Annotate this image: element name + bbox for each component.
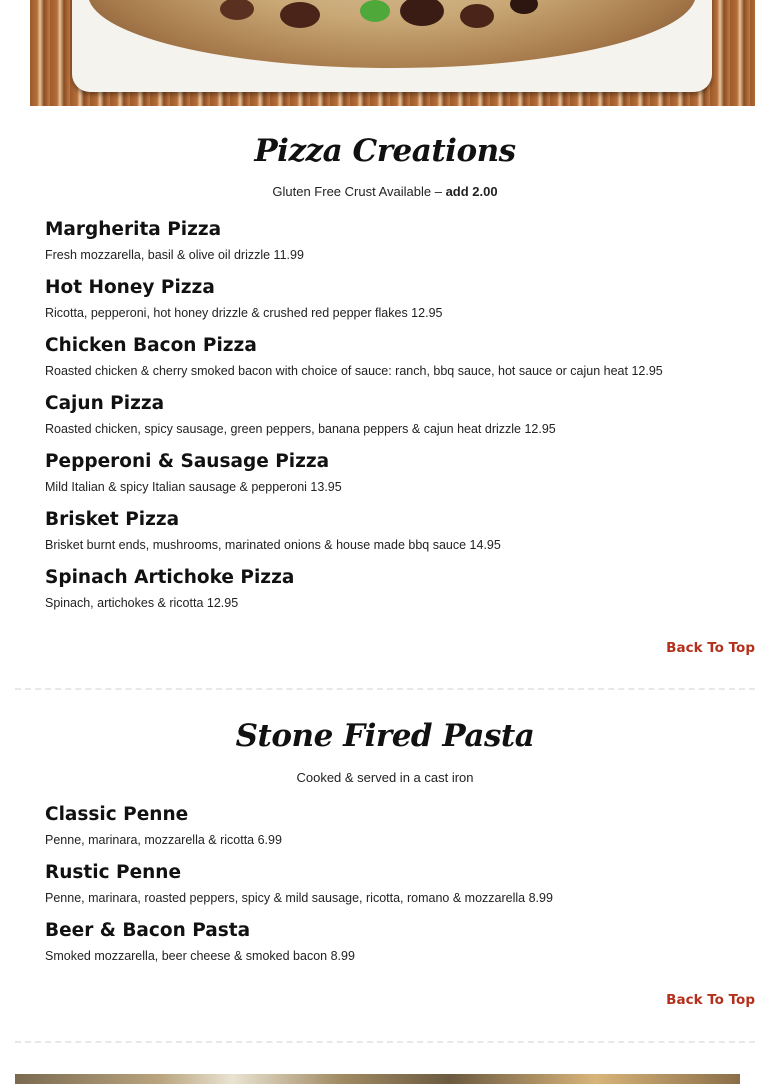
pizza-hero-photo xyxy=(30,0,755,106)
menu-item-name: Beer & Bacon Pasta xyxy=(45,920,251,941)
menu-item-desc: Penne, marinara, roasted peppers, spicy & mild sausage, ricotta, romano & mozzarella 8.99 xyxy=(45,891,553,905)
section-subtitle-pasta: Cooked & served in a cast iron xyxy=(296,770,474,785)
section-divider xyxy=(15,688,755,690)
menu-item-name: Brisket Pizza xyxy=(45,509,180,530)
back-to-top-link[interactable]: Back To Top xyxy=(666,640,755,656)
menu-item-name: Chicken Bacon Pizza xyxy=(45,335,257,356)
menu-item-desc: Brisket burnt ends, mushrooms, marinated onions & house made bbq sauce 14.95 xyxy=(45,538,501,552)
section-subtitle-pizza xyxy=(0,184,770,199)
menu-item-name: Spinach Artichoke Pizza xyxy=(45,567,295,588)
section-title-pasta: Stone Fired Pasta xyxy=(235,718,535,754)
menu-item-desc: Roasted chicken & cherry smoked bacon with choice of sauce: ranch, bbq sauce, hot sauce or cajun heat 12.95 xyxy=(45,364,663,378)
section-title-pizza: Pizza Creations xyxy=(254,133,516,169)
subtitle-price: add 2.00 xyxy=(445,184,498,199)
menu-item-desc: Ricotta, pepperoni, hot honey drizzle & crushed red pepper flakes 12.95 xyxy=(45,306,443,320)
menu-item-desc: Penne, marinara, mozzarella & ricotta 6.99 xyxy=(45,833,282,847)
menu-item-desc: Spinach, artichokes & ricotta 12.95 xyxy=(45,596,239,610)
menu-item-name: Rustic Penne xyxy=(45,862,182,883)
menu-item-name: Margherita Pizza xyxy=(45,219,222,240)
section-divider xyxy=(15,1041,755,1043)
menu-item-name: Hot Honey Pizza xyxy=(45,277,215,298)
menu-item-desc: Smoked mozzarella, beer cheese & smoked bacon 8.99 xyxy=(45,949,355,963)
topping xyxy=(360,0,390,22)
topping xyxy=(280,2,320,28)
subtitle-text: Gluten Free Crust Available – xyxy=(272,184,446,199)
topping xyxy=(460,4,494,28)
back-to-top-link[interactable]: Back To Top xyxy=(666,992,755,1008)
menu-item-desc: Fresh mozzarella, basil & olive oil drizzle 11.99 xyxy=(45,248,304,262)
food-photo xyxy=(15,1074,740,1084)
menu-item-name: Classic Penne xyxy=(45,804,189,825)
menu-item-name: Cajun Pizza xyxy=(45,393,165,414)
menu-item-desc: Mild Italian & spicy Italian sausage & pepperoni 13.95 xyxy=(45,480,342,494)
menu-item-desc: Roasted chicken, spicy sausage, green peppers, banana peppers & cajun heat drizzle 12.95 xyxy=(45,422,556,436)
menu-item-name: Pepperoni & Sausage Pizza xyxy=(45,451,330,472)
